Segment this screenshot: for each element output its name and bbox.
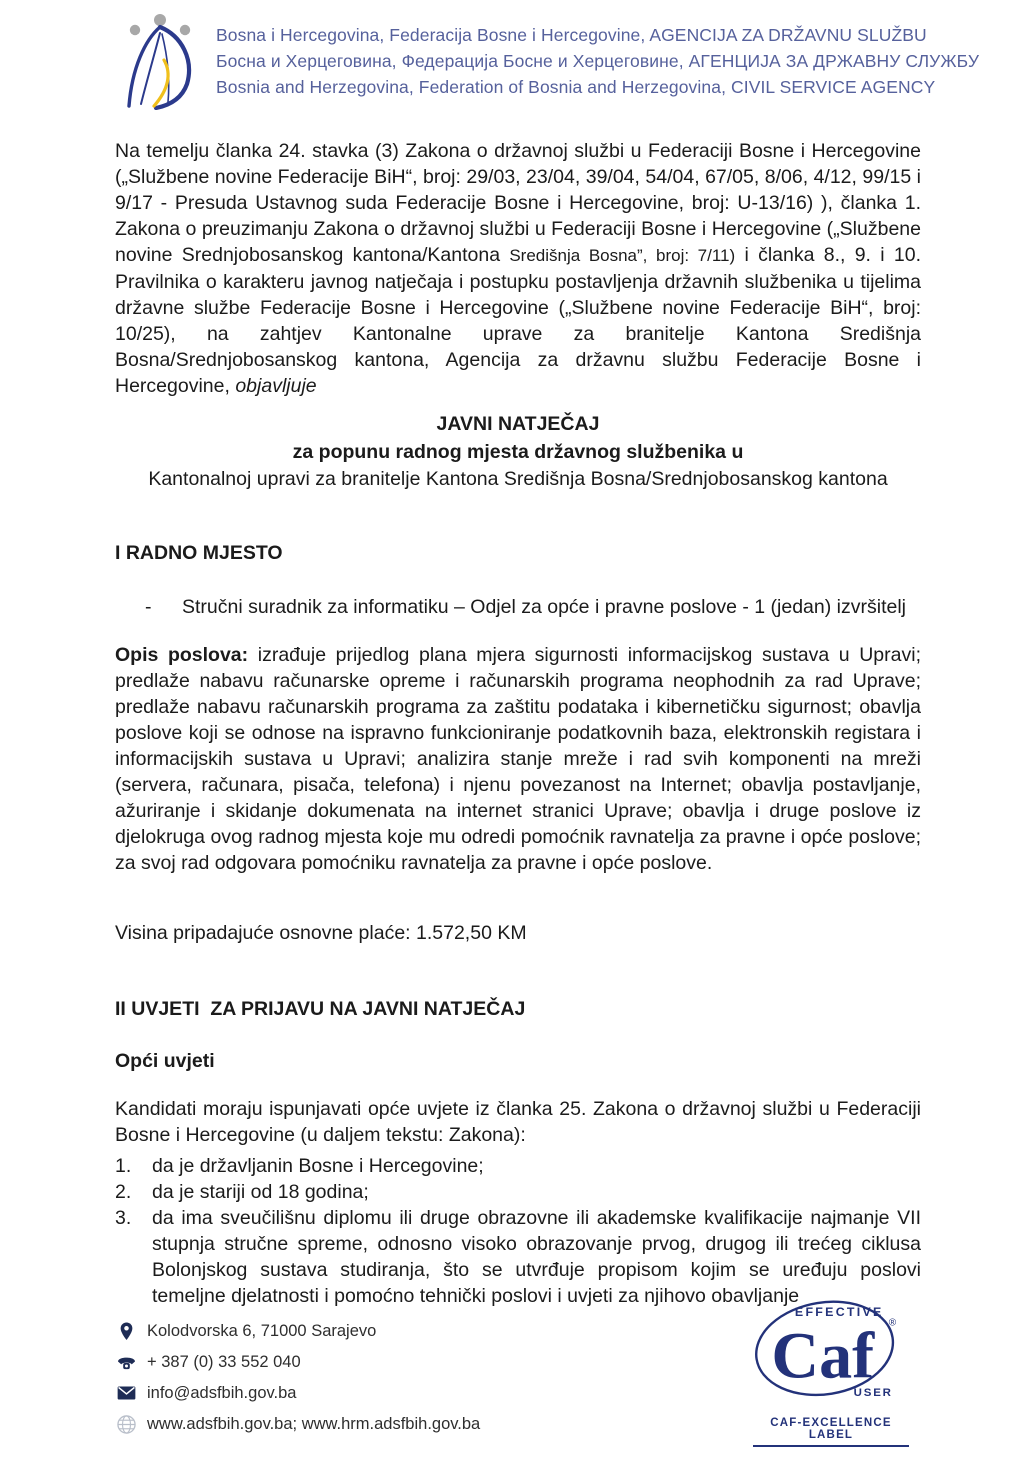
letterhead-line-english: Bosnia and Herzegovina, Federation of Bosnia and Herzegovina, CIVIL SERVICE AGENCY xyxy=(216,77,936,97)
letterhead xyxy=(118,12,979,110)
letterhead-line-bosnian: Bosna i Hercegovina, Federacija Bosne i Hercegovine, AGENCIJA ZA DRŽAVNU SLUŽBU xyxy=(216,25,927,45)
footer-contact xyxy=(117,1320,480,1444)
title-block xyxy=(115,411,921,494)
agency-logo-icon xyxy=(118,12,202,110)
list-item-number: 2. xyxy=(115,1180,132,1203)
email-row xyxy=(117,1382,480,1404)
bullet-dash: - xyxy=(145,595,152,618)
list-item xyxy=(115,1153,921,1179)
phone-row xyxy=(117,1351,480,1373)
address-row xyxy=(117,1320,480,1342)
phone-icon xyxy=(117,1353,136,1372)
job-position-item xyxy=(115,594,921,620)
svg-text:USER: USER xyxy=(853,1387,893,1400)
document-body xyxy=(115,138,921,1309)
list-item-text: da je državljanin Bosne i Hercegovine; xyxy=(152,1154,484,1177)
globe-icon xyxy=(117,1415,136,1434)
list-item-text: da je stariji od 18 godina; xyxy=(152,1180,369,1203)
phone-text: + 387 (0) 33 552 040 xyxy=(147,1352,301,1371)
letterhead-line-serbian: Босна и Херцеговина, Федерација Босне и Херцеговине, АГЕНЦИЈА ЗА ДРЖАВНУ СЛУЖБУ xyxy=(216,51,980,71)
caf-excellence-label: CAF-EXCELLENCE LABEL xyxy=(753,1417,909,1447)
caf-logo-icon xyxy=(753,1293,909,1411)
website-text[interactable]: www.adsfbih.gov.ba; www.hrm.adsfbih.gov.ba xyxy=(147,1414,481,1433)
title-line2: za popunu radnog mjesta državnog službenika u xyxy=(292,440,744,463)
svg-text:Caf: Caf xyxy=(771,1319,875,1393)
website-row xyxy=(117,1413,480,1435)
duties-paragraph xyxy=(115,642,921,876)
list-item-number: 3. xyxy=(115,1206,132,1229)
intro-objavljuje: objavljuje xyxy=(235,375,317,397)
title-line1: JAVNI NATJEČAJ xyxy=(436,413,600,435)
salary-line: Visina pripadajuće osnovne plaće: 1.572,50 KM xyxy=(115,921,527,944)
intro-seg-small: Središnja Bosna”, broj: 7/11) xyxy=(509,246,736,265)
list-item-number: 1. xyxy=(115,1154,132,1177)
title-line3: Kantonalnoj upravi za branitelje Kantona Središnja Bosna/Srednjobosanskog kantona xyxy=(148,468,888,490)
list-item-text: da ima sveučilišnu diplomu ili druge obrazovne ili akademske kvalifikacije najmanje VII stupnja stručne spreme, odnosno visoko obrazovanje prvog, drugog ili trećeg ciklusa Bolonjskog sustava studiranja, što se utvrđuje propisom kojim se uređuju poslovi temeljne djelatnosti i pomoćno tehnički poslovi i uvjeti za njihovo obavljanje xyxy=(152,1206,921,1307)
envelope-icon xyxy=(117,1384,136,1403)
address-text: Kolodvorska 6, 71000 Sarajevo xyxy=(147,1321,377,1340)
intro-seg2: i članka 8., 9. i 10. Pravilnika o karakteru javnog natječaja i postupku postavljenja državnih službenika u tijelima državne službe Federacije Bosne i Hercegovine („Službene novine Federacije BiH“, broj: 10/25), na zahtjev Kantonalne uprave za branitelje Kantona Središnja Bosna/Srednjobosanskog kantona, Agencija za državnu službu Federacije Bosne i Hercegovine, xyxy=(115,244,921,397)
conditions-list xyxy=(115,1153,921,1309)
section2-heading: II UVJETI ZA PRIJAVU NA JAVNI NATJEČAJ xyxy=(115,997,526,1020)
web-email-text[interactable]: info@adsfbih.gov.ba xyxy=(147,1383,297,1402)
general-conditions-subheading: Opći uvjeti xyxy=(115,1049,215,1072)
letterhead-text xyxy=(216,12,979,100)
duties-lead: Opis poslova: xyxy=(115,643,249,666)
section1-heading: I RADNO MJESTO xyxy=(115,541,283,564)
job-position-text: Stručni suradnik za informatiku – Odjel za opće i pravne poslove - 1 (jedan) izvršitelj xyxy=(182,595,906,618)
caf-label-block xyxy=(753,1293,909,1447)
svg-text:EFFECTIVE: EFFECTIVE xyxy=(794,1305,884,1320)
location-pin-icon xyxy=(117,1322,136,1341)
duties-text: izrađuje prijedlog plana mjera sigurnosti informacijskog sustava u Upravi; predlaže nabavu računarske opreme i računarskih programa neophodnih za rad Uprave; predlaže nabavu računarskih programa za zaštitu podataka i kibernetičku sigurnost; obavlja poslove koji se odnose na ispravno funkcioniranje podatkovnih baza, elektronskih registara i informacijskih sustava u Upravi; analizira stanje mreže i rad svih komponenti na mreži (servera, računara, pisača, telefona) i njenu povezanost na Internet; obavlja postavljanje, ažuriranje i skidanje dokumenata na internet stranici Uprave; obavlja i druge poslove iz djelokruga ovog radnog mjesta koje mu odredi pomoćnik ravnatelja za pravne i opće poslove; za svoj rad odgovara pomoćniku ravnatelja za pravne i opće poslove. xyxy=(115,643,921,874)
list-item xyxy=(115,1179,921,1205)
conditions-intro: Kandidati moraju ispunjavati opće uvjete iz članka 25. Zakona o državnoj službi u Federaciji Bosne i Hercegovine (u daljem tekstu: Zakona): xyxy=(115,1097,921,1146)
intro-paragraph xyxy=(115,138,921,399)
svg-text:®: ® xyxy=(888,1317,897,1329)
intro-seg1: Na temelju članka 24. stavka (3) Zakona o državnoj službi u Federaciji Bosne i Hercegovine („Službene novine Federacije BiH“, broj: 29/03, 23/04, 39/04, 54/04, 67/05, 8/06, 4/12, 99/15 i 9/17 - Presuda Ustavnog suda Federacije Bosne i Hercegovine, broj: U-13/16) ), članka 1. Zakona o preuzimanju Zakona o državnoj službi u Federaciji Bosne i Hercegovine („Službene novine Srednjobosanskog kantona/Kantona xyxy=(115,140,921,266)
